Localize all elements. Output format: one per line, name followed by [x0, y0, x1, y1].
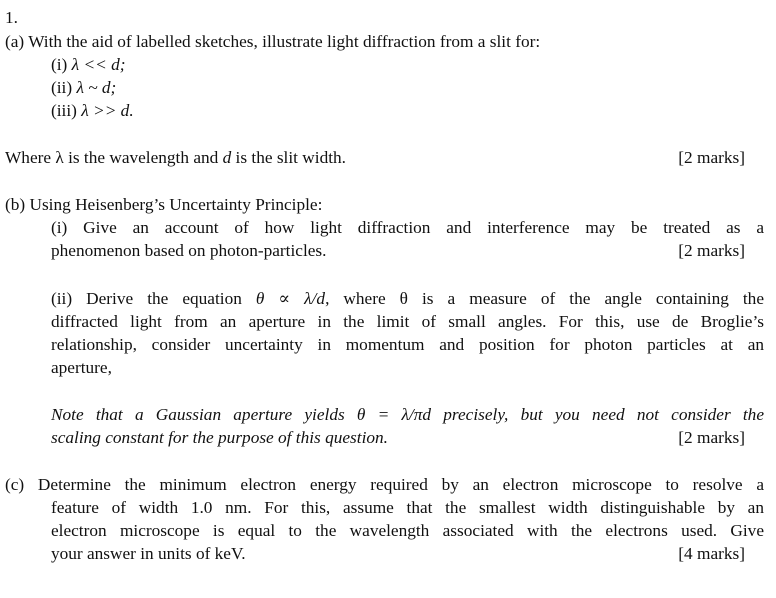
part-c-line1: (c) Determine the minimum electron energy required by an electron microscope to resolve a [5, 475, 764, 494]
part-b-ii-equation: θ ∝ λ/d [255, 289, 326, 308]
part-a-case-iii [51, 99, 134, 122]
part-c-line2: feature of width 1.0 nm. For this, assume that the smallest width distinguishable by an [51, 498, 764, 517]
part-b-ii-post: , where θ is a measure of the angle containing the [325, 289, 764, 308]
case-ii-label: (ii) [51, 78, 77, 97]
part-b-note-marks: [2 marks] [678, 428, 745, 447]
question-number: 1. [5, 8, 18, 27]
part-b-ii-line1 [51, 287, 764, 310]
part-a-case-ii [51, 76, 116, 99]
where-pre: Where λ is the wavelength and [5, 148, 223, 167]
part-b-ii-pre: (ii) Derive the equation [51, 289, 256, 308]
part-b-intro: (b) Using Heisenberg’s Uncertainty Principle: [5, 195, 323, 214]
part-b-note-line1 [51, 403, 764, 426]
where-d: d [222, 148, 232, 167]
note-equation: θ = λ/πd [356, 405, 432, 424]
part-b-i-line2: phenomenon based on photon-particles. [51, 241, 327, 260]
note-pre: Note that a Gaussian aperture yields [51, 405, 357, 424]
case-i-expr: λ << d; [71, 55, 126, 74]
part-a-intro: (a) With the aid of labelled sketches, illustrate light diffraction from a slit for: [5, 32, 541, 51]
case-iii-label: (iii) [51, 101, 82, 120]
part-b-ii-line3: relationship, consider uncertainty in momentum and position for photon particles at an [51, 335, 764, 354]
part-b-ii-line4: aperture, [51, 358, 112, 377]
part-b-ii-line2: diffracted light from an aperture in the limit of small angles. For this, use de Broglie’s [51, 312, 764, 331]
part-b-i-line1: (i) Give an account of how light diffraction and interference may be treated as a [51, 218, 764, 237]
part-c-line3: electron microscope is equal to the wavelength associated with the electrons used. Give [51, 521, 764, 540]
part-b-i-marks: [2 marks] [678, 241, 745, 260]
part-b-note-line2: scaling constant for the purpose of this question. [51, 428, 388, 447]
part-c-marks: [4 marks] [678, 544, 745, 563]
part-a-marks: [2 marks] [678, 148, 745, 167]
where-post: is the slit width. [231, 148, 346, 167]
part-a-case-i [51, 53, 125, 76]
case-iii-expr: λ >> d. [81, 101, 134, 120]
part-a-where [5, 146, 346, 169]
part-c-line4: your answer in units of keV. [51, 544, 246, 563]
note-post: precisely, but you need not consider the [431, 405, 764, 424]
case-i-label: (i) [51, 55, 72, 74]
case-ii-expr: λ ~ d; [76, 78, 117, 97]
